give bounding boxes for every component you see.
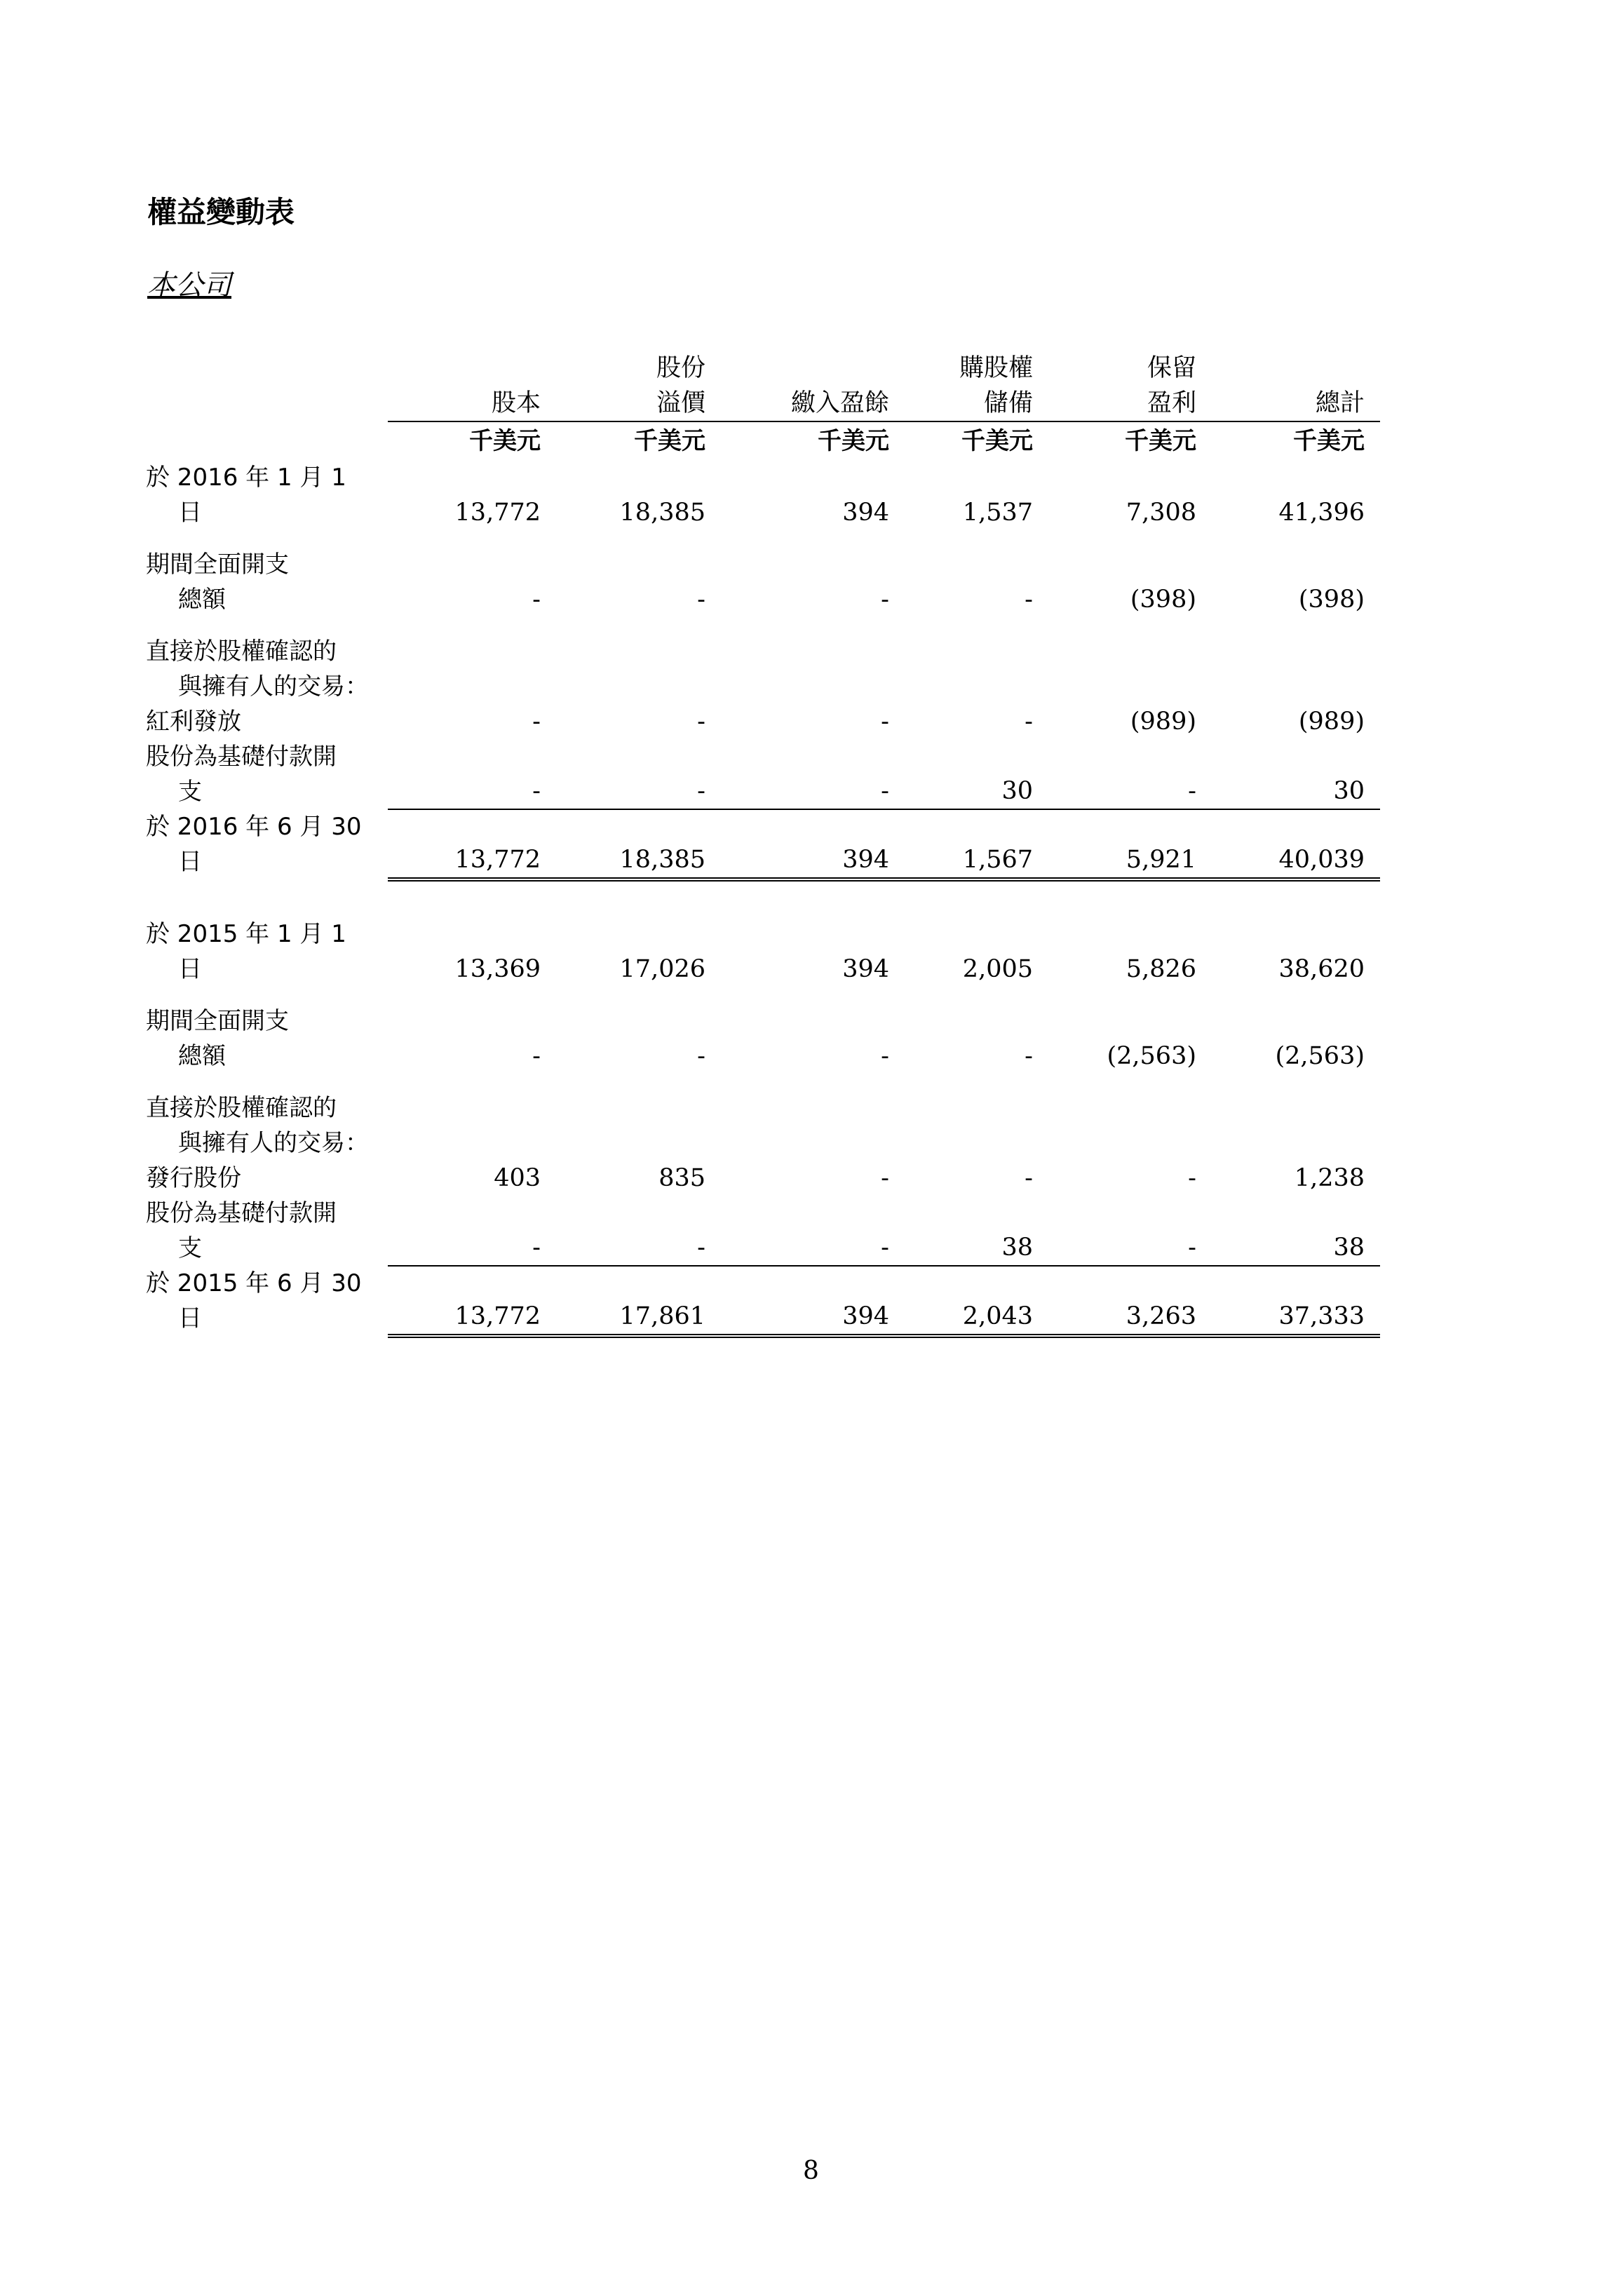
cell-value: - [1025, 708, 1033, 736]
cell-value: - [697, 777, 705, 805]
cell-value: 13,772 [454, 499, 541, 527]
owners-heading-row [146, 634, 1380, 704]
cell-value: (989) [1130, 708, 1196, 736]
row-label: 股份為基礎付款開 支 [146, 1199, 337, 1262]
page-title: 權益變動表 [147, 195, 295, 229]
opening-balance-row [146, 460, 1380, 530]
section-subtitle: 本公司 [147, 269, 231, 302]
cell-value: 38 [1333, 1234, 1365, 1262]
cell-value: - [532, 586, 541, 614]
cell-value: - [881, 1234, 889, 1262]
row-label: 期間全面開支 總額 [146, 1007, 289, 1070]
cell-value: 13,369 [454, 955, 541, 983]
cell-value: 17,861 [556, 1266, 721, 1336]
unit-label: 千美元 [556, 421, 721, 460]
column-header-row [146, 351, 1380, 421]
cell-value: (989) [1298, 708, 1365, 736]
column-header: 股本 [491, 389, 541, 417]
cell-value: 394 [842, 499, 889, 527]
row-label: 發行股份 [146, 1164, 241, 1192]
column-header: 總計 [1315, 389, 1365, 417]
unit-label: 千美元 [905, 421, 1048, 460]
cell-value: - [881, 1042, 889, 1070]
unit-label: 千美元 [388, 421, 556, 460]
closing-balance-row [146, 809, 1380, 879]
comprehensive-expense-row [146, 1004, 1380, 1074]
cell-value: 5,921 [1048, 809, 1212, 879]
opening-balance-row [146, 917, 1380, 987]
cell-value: 394 [721, 1266, 905, 1336]
transaction-row [146, 1196, 1380, 1266]
cell-value: - [532, 1234, 541, 1262]
row-label: 直接於股權確認的 與擁有人的交易： [146, 1094, 369, 1157]
unit-label: 千美元 [721, 421, 905, 460]
column-header: 購股權 儲備 [959, 354, 1033, 417]
cell-value: 394 [842, 955, 889, 983]
cell-value: (2,563) [1107, 1042, 1196, 1070]
cell-value: - [881, 708, 889, 736]
cell-value: 38 [1001, 1234, 1033, 1262]
comprehensive-expense-row [146, 547, 1380, 617]
unit-label: 千美元 [1048, 421, 1212, 460]
cell-value: 18,385 [619, 499, 705, 527]
cell-value: 30 [1001, 777, 1033, 805]
cell-value: 38,620 [1278, 955, 1365, 983]
cell-value: 37,333 [1212, 1266, 1380, 1336]
cell-value: 30 [1333, 777, 1365, 805]
cell-value: (2,563) [1275, 1042, 1365, 1070]
cell-value: - [697, 1042, 705, 1070]
row-label: 直接於股權確認的 與擁有人的交易： [146, 637, 369, 701]
cell-value: - [1025, 586, 1033, 614]
cell-value: - [1188, 1234, 1196, 1262]
cell-value: - [1025, 1042, 1033, 1070]
cell-value: 1,238 [1294, 1164, 1365, 1192]
row-label: 期間全面開支 總額 [146, 551, 289, 614]
row-label: 於 2015 年 6 月 30 日 [146, 1269, 362, 1332]
cell-value: - [881, 586, 889, 614]
header-blank [146, 351, 388, 421]
row-label: 股份為基礎付款開 支 [146, 743, 337, 806]
cell-value: 2,043 [905, 1266, 1048, 1336]
cell-value: 18,385 [556, 809, 721, 879]
cell-value: 17,026 [619, 955, 705, 983]
row-label: 於 2016 年 1 月 1 日 [146, 464, 346, 527]
cell-value: - [532, 1042, 541, 1070]
equity-statement-table [146, 351, 1380, 1338]
transaction-row [146, 739, 1380, 809]
cell-value: 41,396 [1278, 499, 1365, 527]
column-header: 保留 盈利 [1147, 354, 1196, 417]
closing-balance-row [146, 1266, 1380, 1336]
transaction-row [146, 1161, 1380, 1196]
column-header: 繳入盈餘 [790, 389, 889, 417]
cell-value: 403 [494, 1164, 541, 1192]
cell-value: 394 [721, 809, 905, 879]
cell-value: (398) [1298, 586, 1365, 614]
row-label: 於 2015 年 1 月 1 日 [146, 920, 346, 983]
cell-value: 835 [658, 1164, 705, 1192]
unit-row [146, 421, 1380, 460]
owners-heading-row [146, 1090, 1380, 1161]
cell-value: - [881, 1164, 889, 1192]
cell-value: - [697, 1234, 705, 1262]
cell-value: - [1188, 1164, 1196, 1192]
cell-value: - [532, 777, 541, 805]
column-header: 股份 溢價 [656, 354, 705, 417]
cell-value: - [532, 708, 541, 736]
cell-value: - [881, 777, 889, 805]
unit-label: 千美元 [1212, 421, 1380, 460]
cell-value: 1,567 [905, 809, 1048, 879]
row-label: 紅利發放 [146, 708, 241, 736]
cell-value: 13,772 [388, 809, 556, 879]
cell-value: 2,005 [962, 955, 1033, 983]
cell-value: - [1188, 777, 1196, 805]
transaction-row [146, 704, 1380, 739]
cell-value: - [697, 586, 705, 614]
cell-value: (398) [1130, 586, 1196, 614]
row-label: 於 2016 年 6 月 30 日 [146, 813, 362, 876]
cell-value: 7,308 [1126, 499, 1196, 527]
cell-value: 13,772 [388, 1266, 556, 1336]
cell-value: 1,537 [962, 499, 1033, 527]
cell-value: 40,039 [1212, 809, 1380, 879]
cell-value: 3,263 [1048, 1266, 1212, 1336]
page-number: 8 [803, 2156, 819, 2185]
cell-value: 5,826 [1126, 955, 1196, 983]
cell-value: - [697, 708, 705, 736]
cell-value: - [1025, 1164, 1033, 1192]
